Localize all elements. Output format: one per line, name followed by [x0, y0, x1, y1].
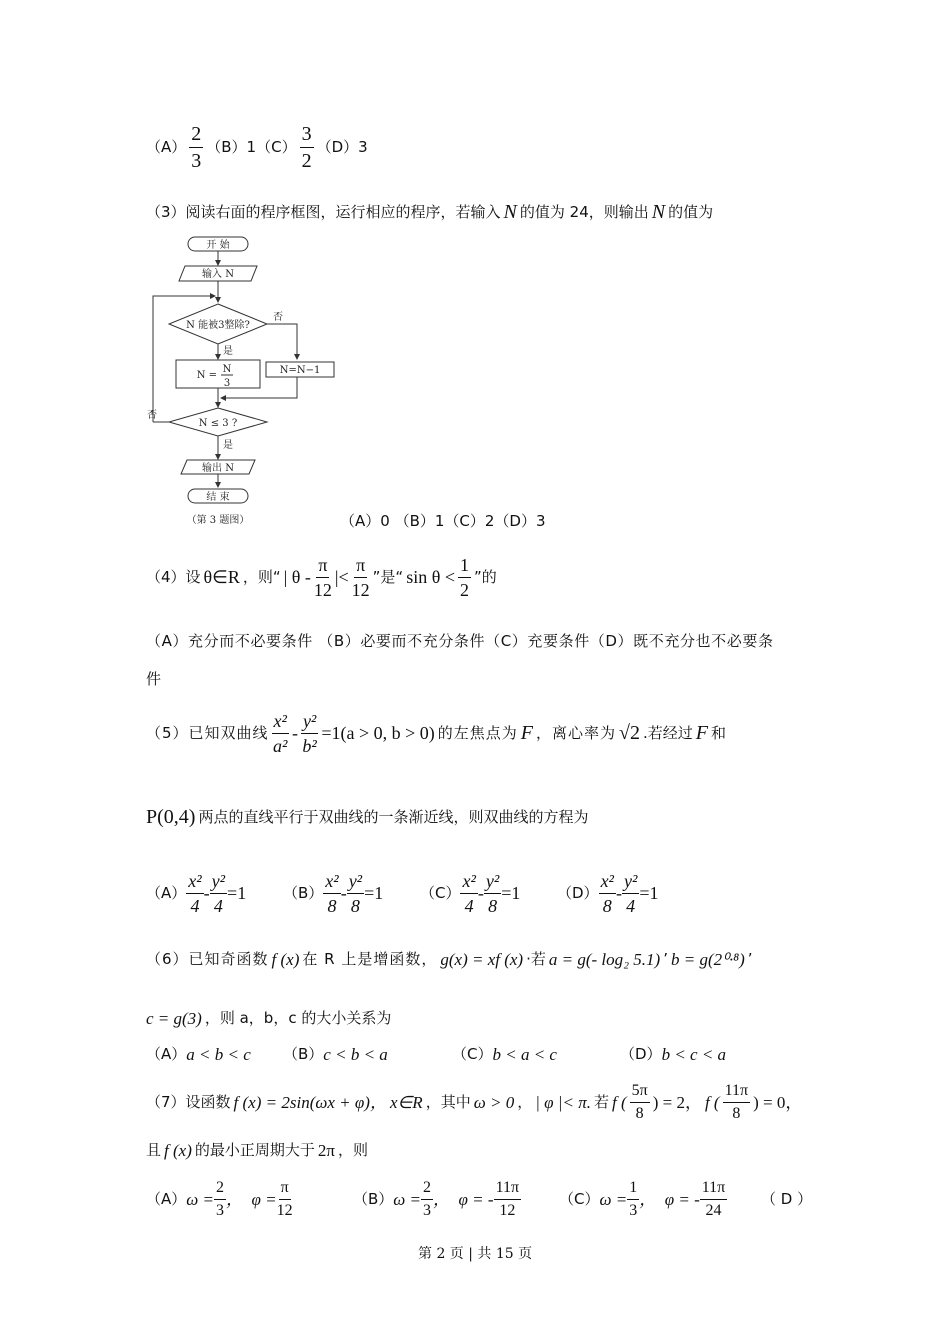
- option-label: （A）: [146, 1189, 187, 1208]
- text: 两点的直线平行于双曲线的一条渐近线，则双曲线的方程为: [198, 807, 589, 826]
- fraction: [599, 872, 616, 915]
- question-5-line: [146, 712, 729, 755]
- variable-n: N: [651, 201, 666, 223]
- math: f (: [704, 1092, 720, 1112]
- denominator: 8: [635, 1105, 644, 1122]
- fraction: [630, 1083, 650, 1122]
- denominator: 12: [499, 1202, 516, 1219]
- numerator: 11π: [700, 1180, 727, 1200]
- text: .若经过: [643, 723, 693, 742]
- math: | θ -: [283, 567, 311, 588]
- fraction: [301, 712, 318, 755]
- denominator: 24: [705, 1202, 722, 1219]
- numerator: x²: [186, 872, 203, 894]
- math: -: [291, 723, 298, 744]
- math: F: [520, 722, 533, 744]
- question-label: （5）已知双曲线: [146, 723, 269, 742]
- denominator: 12: [351, 580, 370, 600]
- text: 和: [711, 723, 727, 742]
- denominator: a²: [273, 736, 288, 756]
- text: ’: [747, 950, 753, 969]
- math: ω =: [186, 1189, 214, 1209]
- math: -: [340, 883, 347, 904]
- denominator: 4: [213, 896, 223, 916]
- denominator: 8: [602, 896, 612, 916]
- question-label: （7）设函数: [146, 1092, 231, 1111]
- yes-label: 是: [223, 346, 233, 357]
- fraction: [627, 1180, 639, 1219]
- math: a = g(- log₂ 5.1): [548, 950, 661, 969]
- fraction: [214, 1180, 226, 1219]
- math: ， φ = -: [639, 1189, 700, 1209]
- question-7-line-2: [146, 1141, 371, 1161]
- numerator: y²: [622, 872, 639, 894]
- variable-n: N: [503, 201, 517, 223]
- option-label: （C）: [559, 1189, 600, 1208]
- denominator: 4: [190, 896, 200, 916]
- numerator: 11π: [723, 1083, 750, 1103]
- fraction: [189, 124, 203, 171]
- denominator: 8: [327, 896, 337, 916]
- numerator: y²: [301, 712, 318, 734]
- denominator: 8: [732, 1105, 741, 1122]
- numerator: x²: [460, 872, 477, 894]
- numerator: 1: [627, 1180, 639, 1200]
- numerator: 3: [300, 124, 314, 148]
- start-label: 开 始: [206, 240, 230, 251]
- numerator: 2: [421, 1180, 433, 1200]
- denominator: 2: [301, 150, 312, 172]
- denominator: 3: [423, 1202, 432, 1219]
- math: g(x) = xf (x): [440, 950, 524, 969]
- option-label: （C）: [420, 883, 461, 902]
- text: ，则: [337, 1141, 368, 1160]
- condition-label: N 能被3整除?: [186, 320, 250, 331]
- denominator: 8: [488, 896, 498, 916]
- option-label: （B）: [353, 1189, 394, 1208]
- end-label: 结 束: [206, 492, 230, 503]
- numerator: 2: [214, 1180, 226, 1200]
- math: ) = 2，: [652, 1092, 702, 1112]
- math: =1(a > 0, b > 0): [321, 723, 435, 744]
- numerator: x²: [323, 872, 340, 894]
- q7-options: [146, 1180, 815, 1219]
- fraction: [622, 872, 639, 915]
- denominator: 3: [191, 150, 202, 172]
- math: =1: [501, 883, 521, 904]
- math: f (x) = 2sin(ωx + φ)，: [233, 1092, 387, 1112]
- fraction: [352, 556, 370, 599]
- fraction: [314, 556, 332, 599]
- text: ，则 a，b，c 的大小关系为: [204, 1009, 392, 1028]
- text: ，其中: [425, 1092, 471, 1111]
- numerator: x²: [272, 712, 289, 734]
- math: =1: [227, 883, 247, 904]
- math: ， φ = -: [433, 1189, 494, 1209]
- math: ) = 0，: [753, 1092, 803, 1112]
- divide-denominator: 3: [223, 378, 231, 389]
- decrement-label: N=N−1: [279, 365, 321, 376]
- text: ”的: [473, 567, 497, 586]
- fraction: [723, 1083, 750, 1122]
- math: ， φ =: [226, 1189, 277, 1209]
- denominator: 8: [350, 896, 360, 916]
- text: 若: [593, 1092, 609, 1111]
- no-label: 否: [147, 410, 157, 421]
- option-d: （D）3: [316, 137, 368, 156]
- option-value: a < b < c: [186, 1045, 251, 1064]
- denominator: 3: [216, 1202, 224, 1219]
- text: 的最小正周期大于: [194, 1141, 315, 1160]
- option-c: [420, 872, 554, 915]
- numerator: 5π: [630, 1083, 650, 1103]
- math: ω =: [599, 1189, 628, 1209]
- option-value: c < b < a: [323, 1045, 388, 1064]
- math: f (x): [271, 950, 300, 969]
- math: ω > 0: [473, 1092, 515, 1112]
- text: ”是“: [372, 567, 404, 586]
- option-a: [146, 872, 280, 915]
- option-d: （ D ）: [761, 1189, 813, 1208]
- text: ·若: [526, 950, 546, 969]
- option-d: [620, 1045, 726, 1065]
- denominator: 4: [626, 896, 636, 916]
- denominator: 4: [464, 896, 474, 916]
- option-label: （D）: [557, 883, 599, 902]
- fraction: [272, 712, 289, 755]
- fraction: [700, 1180, 727, 1219]
- no-label: 否: [273, 312, 283, 323]
- question-3-line: [146, 201, 716, 224]
- math: -: [615, 883, 622, 904]
- q4-options: （A）充分而不必要条件 （B）必要而不充分条件（C）充要条件（D）既不充分也不必要条: [146, 632, 774, 650]
- numerator: 1: [458, 556, 471, 578]
- numerator: π: [354, 556, 367, 578]
- option-label: （B）: [283, 1045, 324, 1064]
- option-b: [283, 1045, 449, 1065]
- fraction: [186, 872, 203, 915]
- option-label: （C）: [452, 1045, 493, 1064]
- fraction: [277, 1180, 293, 1219]
- question-7-line: [146, 1083, 805, 1122]
- fraction: [458, 556, 471, 599]
- fraction: [421, 1180, 433, 1219]
- denominator: 3: [629, 1202, 638, 1219]
- fraction: [347, 872, 364, 915]
- math: c = g(3): [146, 1009, 202, 1028]
- fraction: [494, 1180, 521, 1219]
- denominator: b²: [302, 736, 317, 756]
- option-label: （A）: [146, 1045, 187, 1064]
- math: b = g(2⁰·⁸): [671, 950, 745, 969]
- fraction: [460, 872, 477, 915]
- option-c: [559, 1180, 758, 1219]
- page-footer: 第 2 页 | 共 15 页: [418, 1246, 533, 1262]
- option-a: [146, 1180, 350, 1219]
- option-a-label: （A）: [146, 137, 187, 156]
- question-text: （3）阅读右面的程序框图，运行相应的程序，若输入: [146, 202, 501, 221]
- option-a: [146, 1045, 280, 1065]
- divide-box: [176, 360, 260, 388]
- text: ，离心率为: [536, 723, 617, 742]
- numerator: π: [279, 1180, 291, 1200]
- math: 2π: [317, 1141, 335, 1160]
- math: ω =: [393, 1189, 422, 1209]
- fraction: [484, 872, 501, 915]
- question-6-line: [146, 950, 756, 970]
- option-label: （B）: [283, 883, 324, 902]
- math: x∈R: [389, 1092, 423, 1112]
- question-label: （6）已知奇函数: [146, 950, 269, 969]
- text: 在 R 上是增函数，: [302, 950, 438, 969]
- fraction: [210, 872, 227, 915]
- option-value: b < a < c: [492, 1045, 557, 1064]
- question-text: 的值为 24，则输出: [519, 202, 649, 221]
- math: =1: [639, 883, 659, 904]
- denominator: 12: [276, 1202, 293, 1219]
- question-text: 的值为: [668, 202, 714, 221]
- math: θ∈R: [203, 567, 240, 588]
- math: -: [477, 883, 484, 904]
- figure-caption: （第 3 题图）: [186, 515, 250, 526]
- option-label: （A）: [146, 883, 187, 902]
- numerator: 11π: [494, 1180, 521, 1200]
- math: P(0,4): [146, 806, 196, 828]
- numerator: x²: [599, 872, 616, 894]
- q4-options-cont: 件: [146, 670, 162, 688]
- math: -: [203, 883, 210, 904]
- condition-label: N ≤ 3 ?: [198, 418, 238, 429]
- fraction: [300, 124, 314, 171]
- option-b: [353, 1180, 556, 1219]
- math: f (x): [164, 1141, 192, 1160]
- math: |<: [334, 567, 349, 588]
- text: 的左焦点为: [437, 723, 518, 742]
- question-5-line-2: [146, 806, 591, 829]
- option-label: （D）: [620, 1045, 662, 1064]
- question-4-line: [146, 556, 500, 599]
- divide-label: N =: [196, 370, 217, 381]
- text: ，则“: [242, 567, 281, 586]
- numerator: π: [316, 556, 329, 578]
- math: √2: [619, 722, 640, 744]
- math: F: [695, 722, 708, 744]
- text: 且: [146, 1141, 162, 1160]
- denominator: 2: [459, 580, 469, 600]
- denominator: 12: [313, 580, 332, 600]
- output-label: 输出 N: [202, 463, 234, 474]
- numerator: 2: [189, 124, 203, 148]
- yes-label: 是: [223, 440, 233, 451]
- option-value: b < c < a: [661, 1045, 727, 1064]
- text: ’: [663, 950, 668, 969]
- numerator: y²: [210, 872, 227, 894]
- divide-numerator: N: [222, 364, 232, 375]
- math: f (: [611, 1092, 627, 1112]
- option-b-c: （B）1（C）: [206, 137, 297, 156]
- option-d: [557, 872, 659, 915]
- input-label: 输入 N: [202, 269, 234, 280]
- option-c: [452, 1045, 617, 1065]
- flowchart: [145, 232, 345, 532]
- numerator: y²: [347, 872, 364, 894]
- numerator: y²: [484, 872, 501, 894]
- q3-options: （A）0 （B）1（C）2（D）3: [340, 512, 546, 530]
- math: | φ |< π.: [535, 1092, 591, 1112]
- q5-options: [146, 872, 662, 915]
- option-b: [283, 872, 417, 915]
- math: =1: [364, 883, 384, 904]
- fraction: [323, 872, 340, 915]
- q2-options: [146, 124, 371, 171]
- math: sin θ <: [406, 567, 455, 588]
- text: ，: [517, 1092, 533, 1111]
- question-6-line-2: [146, 1009, 394, 1029]
- question-label: （4）设: [146, 567, 201, 586]
- q6-options: [146, 1045, 729, 1065]
